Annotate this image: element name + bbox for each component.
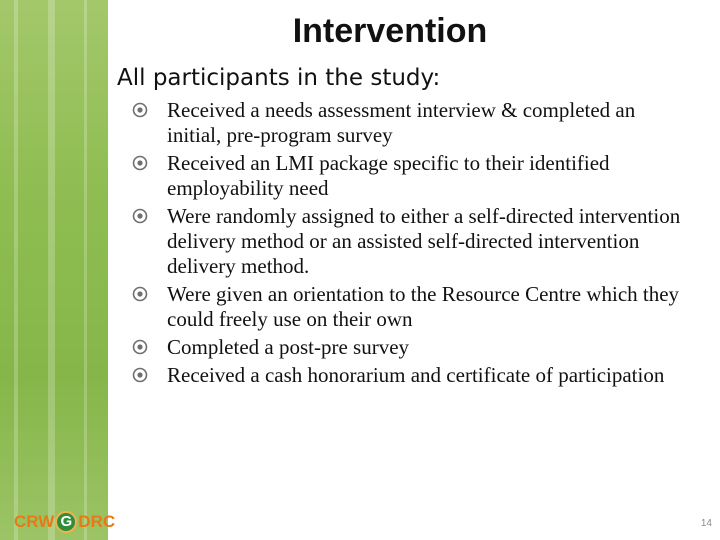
circled-dot-bullet-icon xyxy=(132,155,148,171)
logo-g-icon: G xyxy=(55,511,77,533)
circled-dot-bullet-icon xyxy=(132,286,148,302)
bullet-item xyxy=(132,335,692,360)
bullet-item xyxy=(132,282,692,332)
bullet-item xyxy=(132,363,692,388)
bullet-list xyxy=(132,98,692,391)
decorative-sidebar xyxy=(0,0,108,540)
sidebar-stripe xyxy=(48,0,55,540)
sidebar-stripe xyxy=(14,0,18,540)
sidebar-stripe xyxy=(84,0,87,540)
bullet-item xyxy=(132,151,692,201)
circled-dot-bullet-icon xyxy=(132,367,148,383)
bullet-item xyxy=(132,204,692,279)
bullet-text: Received a cash honorarium and certificate of participation xyxy=(167,363,665,387)
bullet-text: Completed a post-pre survey xyxy=(167,335,410,359)
bullet-text: Were given an orientation to the Resource Centre which they could freely use on their own xyxy=(167,282,680,331)
bullet-item xyxy=(132,98,692,148)
logo-text-right: DRC xyxy=(78,512,116,531)
circled-dot-bullet-icon xyxy=(132,102,148,118)
circled-dot-bullet-icon xyxy=(132,208,148,224)
bullet-text: Received a needs assessment interview & completed an initial, pre-program survey xyxy=(167,98,636,147)
logo-text-left: CRW xyxy=(14,512,55,531)
bullet-text: Received an LMI package specific to their identified employability need xyxy=(167,151,610,200)
lead-text: All participants in the study: xyxy=(117,65,441,91)
crwgdrc-logo xyxy=(14,508,115,536)
bullet-text: Were randomly assigned to either a self-directed intervention delivery method or an assisted self-directed intervention delivery method. xyxy=(167,204,681,278)
slide-title: Intervention xyxy=(292,12,488,50)
circled-dot-bullet-icon xyxy=(132,339,148,355)
page-number: 14 xyxy=(700,518,712,529)
